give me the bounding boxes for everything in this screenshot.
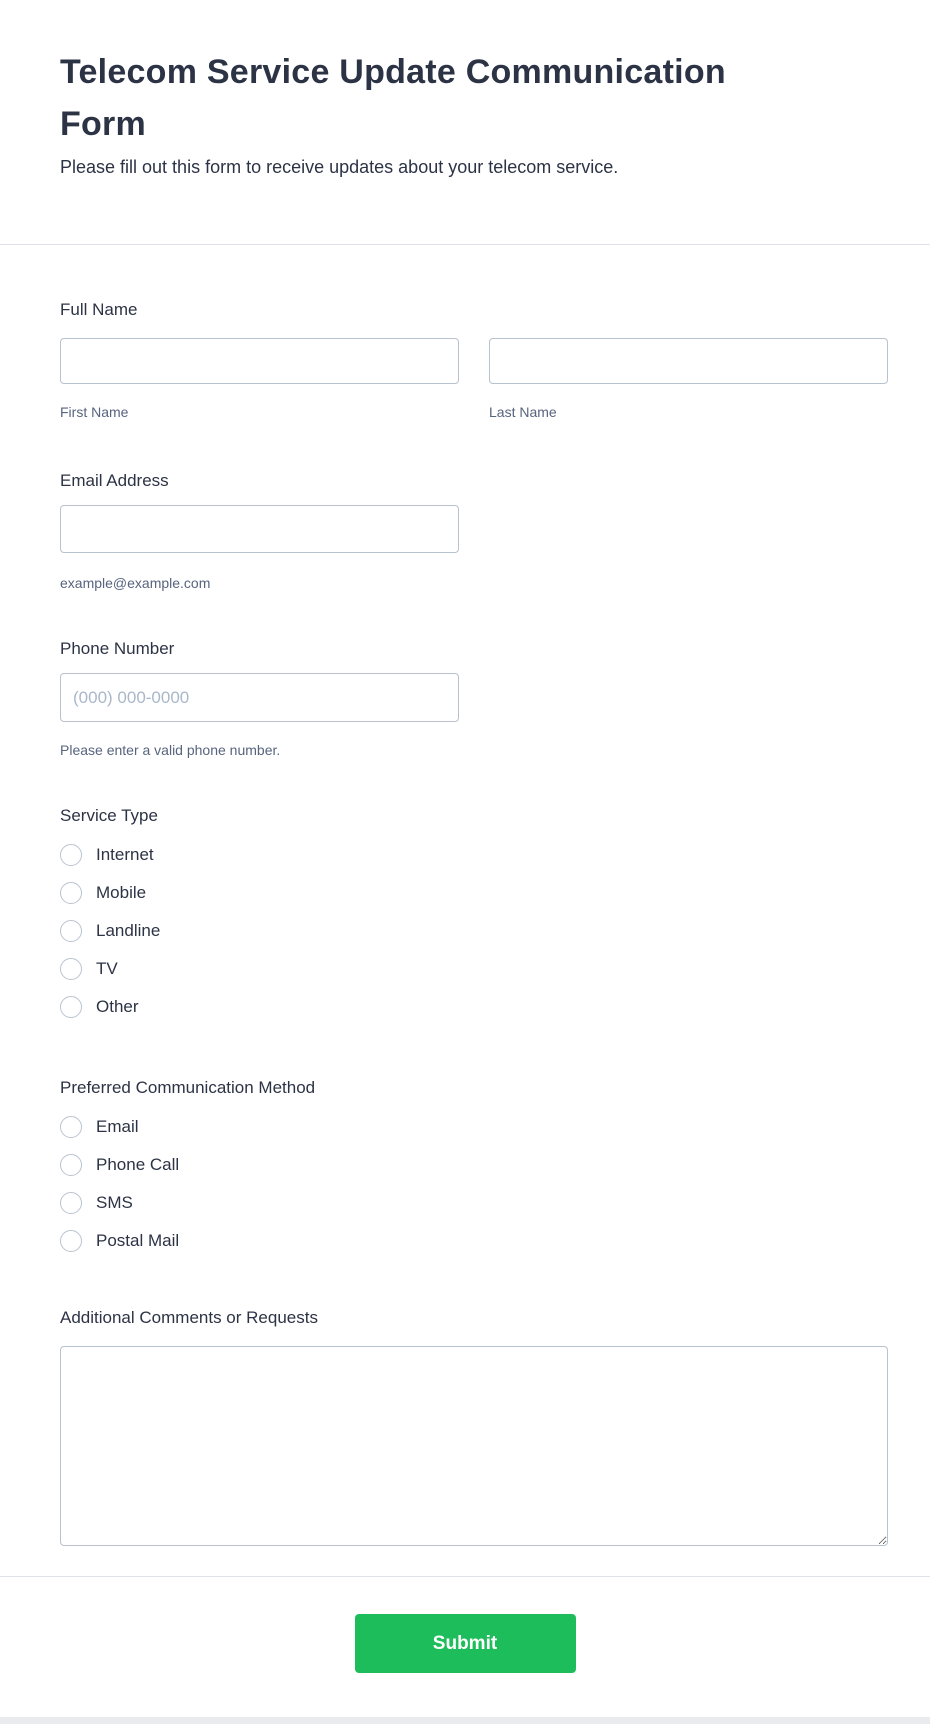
radio-button-icon[interactable] <box>60 882 82 904</box>
full-name-label: Full Name <box>60 300 138 319</box>
phone-label: Phone Number <box>60 639 175 658</box>
email-label: Email Address <box>60 471 169 490</box>
radio-button-icon[interactable] <box>60 958 82 980</box>
radio-option-landline[interactable] <box>60 919 888 943</box>
submit-section <box>0 1576 930 1673</box>
radio-button-icon[interactable] <box>60 1230 82 1252</box>
radio-option-postal-mail[interactable] <box>60 1229 888 1253</box>
radio-option-mobile[interactable] <box>60 881 888 905</box>
radio-button-icon[interactable] <box>60 1116 82 1138</box>
full-name-inputs-row <box>60 338 888 421</box>
submit-button[interactable]: Submit <box>355 1614 576 1673</box>
form-body <box>0 299 930 1546</box>
question-email <box>60 470 888 592</box>
radio-option-label[interactable]: Postal Mail <box>96 1231 180 1250</box>
question-service-type <box>60 805 888 1019</box>
last-name-input[interactable] <box>489 338 888 384</box>
radio-option-sms[interactable] <box>60 1191 888 1215</box>
radio-button-icon[interactable] <box>60 1192 82 1214</box>
radio-button-icon[interactable] <box>60 996 82 1018</box>
radio-button-icon[interactable] <box>60 844 82 866</box>
radio-option-phone-call[interactable] <box>60 1153 888 1177</box>
first-name-column <box>60 338 459 421</box>
radio-option-label[interactable]: TV <box>96 959 118 978</box>
page-subtitle: Please fill out this form to receive updates about your telecom service. <box>60 157 619 177</box>
preferred-method-radio-group <box>60 1115 888 1253</box>
email-input[interactable] <box>60 505 459 553</box>
first-name-input[interactable] <box>60 338 459 384</box>
radio-option-label[interactable]: Mobile <box>96 883 147 902</box>
email-hint: example@example.com <box>60 575 211 591</box>
last-name-column <box>489 338 888 421</box>
service-type-label: Service Type <box>60 806 158 825</box>
radio-option-label[interactable]: Landline <box>96 921 161 940</box>
radio-option-label[interactable]: Other <box>96 997 139 1016</box>
comments-textarea[interactable] <box>60 1346 888 1546</box>
radio-option-internet[interactable] <box>60 843 888 867</box>
phone-input[interactable] <box>60 673 459 722</box>
radio-option-email[interactable] <box>60 1115 888 1139</box>
preferred-method-label: Preferred Communication Method <box>60 1078 316 1097</box>
radio-option-label[interactable]: SMS <box>96 1193 133 1212</box>
service-type-radio-group <box>60 843 888 1019</box>
question-comments <box>60 1307 888 1546</box>
radio-option-other[interactable] <box>60 995 888 1019</box>
first-name-sublabel: First Name <box>60 404 129 420</box>
radio-button-icon[interactable] <box>60 1154 82 1176</box>
page-title: Telecom Service Update Communication Form <box>60 53 726 143</box>
question-full-name <box>60 299 888 421</box>
phone-hint: Please enter a valid phone number. <box>60 742 281 758</box>
question-phone <box>60 638 888 759</box>
last-name-sublabel: Last Name <box>489 404 557 420</box>
radio-option-label[interactable]: Phone Call <box>96 1155 180 1174</box>
radio-button-icon[interactable] <box>60 920 82 942</box>
question-preferred-method <box>60 1077 888 1253</box>
form-header <box>0 0 930 245</box>
radio-option-tv[interactable] <box>60 957 888 981</box>
radio-option-label[interactable]: Internet <box>96 845 154 864</box>
comments-label: Additional Comments or Requests <box>60 1308 318 1327</box>
radio-option-label[interactable]: Email <box>96 1117 139 1136</box>
